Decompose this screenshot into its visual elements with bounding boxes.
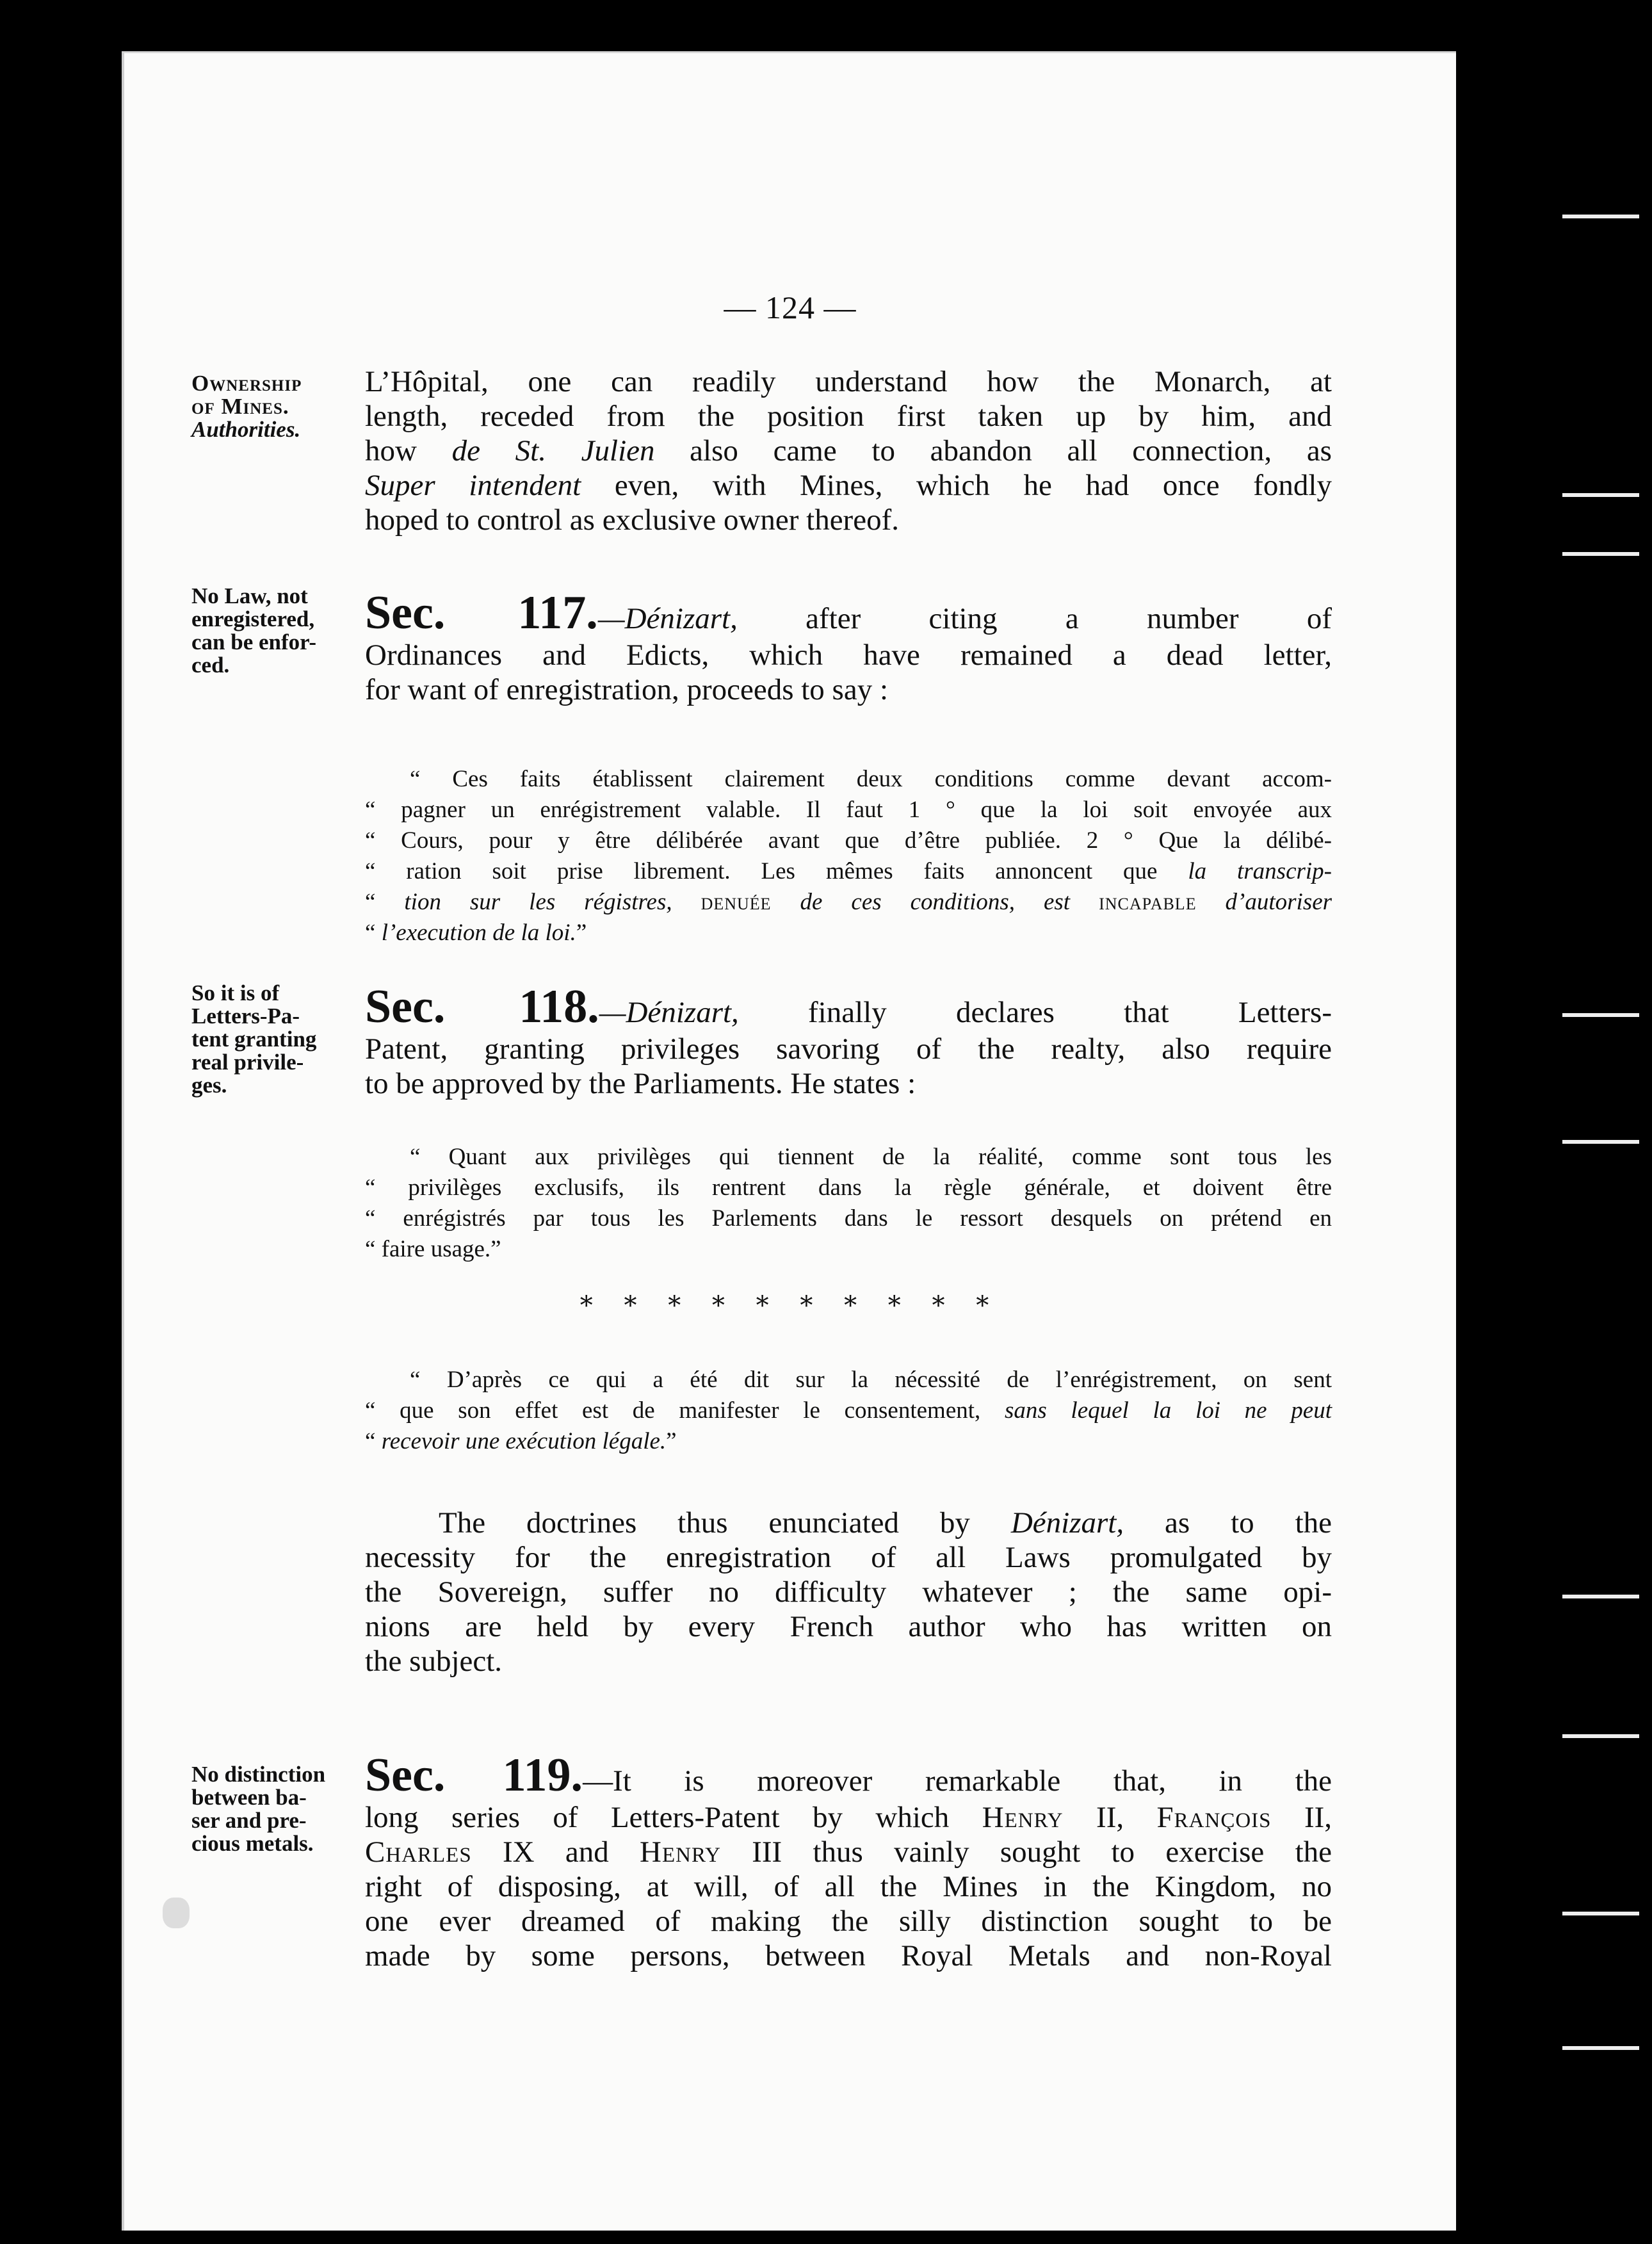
- italic-term: Super intendent: [365, 469, 581, 502]
- section-117-heading: Sec. 117.: [365, 587, 598, 639]
- italic-name: de St. Julien: [451, 434, 655, 468]
- paragraph-intro: [365, 364, 1332, 537]
- quote-line: “ recevoir une exécution légale.”: [365, 1428, 677, 1454]
- binding-mark: [1562, 1140, 1639, 1144]
- quote-line: “ l’execution de la loi.”: [365, 920, 587, 946]
- quote-line: “ ration soit prise librement. Les mêmes faits annoncent que la transcrip-: [365, 858, 1332, 884]
- asterism-divider: * * * * * * * * * *: [579, 1291, 1001, 1321]
- text-line: necessity for the enregistration of all Laws promulgated by: [365, 1541, 1332, 1574]
- quote-line: “ Cours, pour y être délibérée avant que d’être publiée. 2 ° Que la délibé-: [365, 827, 1332, 854]
- quote-line: “ enrégistrés par tous les Parlements dans le ressort desquels on prétend en: [365, 1205, 1332, 1232]
- section-118-heading-line: Sec. 118.—Dénizart, finally declares that Letters-: [365, 980, 1332, 1033]
- margin-note-line: ced.: [191, 653, 230, 678]
- binding-mark: [1562, 1013, 1639, 1017]
- text-line: the Sovereign, suffer no difficulty whatever ; the same opi-: [365, 1575, 1332, 1609]
- text-line: for want of enregistration, proceeds to say :: [365, 673, 889, 706]
- document-page: [122, 51, 1456, 2231]
- binding-mark: [1562, 1912, 1639, 1915]
- margin-note-line: Letters-Pa-: [191, 1004, 300, 1028]
- margin-note-line: cious metals.: [191, 1831, 314, 1856]
- paragraph-doctrines: [365, 1506, 1332, 1679]
- margin-note-metals: [191, 1763, 358, 1855]
- binding-mark: [1562, 552, 1639, 556]
- margin-note-line: real privile-: [191, 1050, 304, 1075]
- quote-line: “ Ces faits établissent clairement deux conditions comme devant accom-: [410, 766, 1332, 792]
- section-119-heading: Sec. 119.: [365, 1749, 583, 1801]
- section-117-heading-line: Sec. 117.—Dénizart, after citing a number of: [365, 587, 1332, 639]
- page-number: — 124 —: [724, 289, 857, 325]
- text-line: nions are held by every French author who has written on: [365, 1610, 1332, 1643]
- quote-line: “ faire usage.”: [365, 1236, 501, 1262]
- quote-line: “ tion sur les régistres, denuée de ces conditions, est incapable d’autoriser: [365, 889, 1332, 915]
- margin-note-line: ges.: [191, 1073, 227, 1098]
- quote-117: [365, 764, 1332, 948]
- margin-note-line: Authorities.: [191, 417, 301, 442]
- paper-stain: [163, 1898, 190, 1928]
- section-118-lead: —Dénizart,: [599, 996, 739, 1029]
- margin-note-line: between ba-: [191, 1785, 307, 1810]
- binding-mark: [1562, 215, 1639, 218]
- text-line: made by some persons, between Royal Metals and non-Royal: [365, 1939, 1332, 1972]
- binding-mark: [1562, 2046, 1639, 2050]
- binding-mark: [1562, 493, 1639, 497]
- margin-note-ownership: [191, 372, 358, 441]
- margin-note-line: can be enfor-: [191, 630, 317, 654]
- binding-mark: [1562, 1734, 1639, 1738]
- quote-118: [365, 1142, 1332, 1265]
- quote-line: “ privilèges exclusifs, ils rentrent dans la règle générale, et doivent être: [365, 1175, 1332, 1201]
- text-line: Charles IX and Henry III thus vainly sought to exercise the: [365, 1835, 1332, 1869]
- margin-note-line: of Mines.: [191, 394, 289, 419]
- section-118-heading: Sec. 118.: [365, 980, 599, 1033]
- quote-118-second: [365, 1365, 1332, 1457]
- text-line: to be approved by the Parliaments. He states :: [365, 1067, 916, 1100]
- text-line: L’Hôpital, one can readily understand how the Monarch, at: [365, 365, 1332, 398]
- text-line: one ever dreamed of making the silly distinction sought to be: [365, 1905, 1332, 1938]
- section-119-heading-line: Sec. 119.—It is moreover remarkable that, in the: [365, 1749, 1332, 1801]
- text-line: Super intendent even, with Mines, which he had once fondly: [365, 469, 1332, 502]
- text-line: how de St. Julien also came to abandon all connection, as: [365, 434, 1332, 468]
- quote-line: “ Quant aux privilèges qui tiennent de la réalité, comme sont tous les: [410, 1144, 1332, 1170]
- margin-note-line: No Law, not: [191, 583, 308, 608]
- quote-line: “ D’après ce qui a été dit sur la nécessité de l’enrégistrement, on sent: [410, 1367, 1332, 1393]
- text-line: Patent, granting privileges savoring of the realty, also require: [365, 1032, 1332, 1066]
- section-117: [365, 588, 1332, 707]
- text-line: the subject.: [365, 1645, 503, 1678]
- text-line: length, receded from the position first taken up by him, and: [365, 400, 1332, 433]
- binding-mark: [1562, 1595, 1639, 1598]
- text-line: The doctrines thus enunciated by Dénizart, as to the: [439, 1506, 1332, 1540]
- margin-note-no-law: [191, 585, 358, 677]
- margin-note-line: enregistered,: [191, 606, 315, 631]
- text-line: Ordinances and Edicts, which have remained a dead letter,: [365, 638, 1332, 672]
- margin-note-line: Ownership: [191, 371, 302, 396]
- margin-note-line: tent granting: [191, 1027, 317, 1052]
- section-118: [365, 982, 1332, 1101]
- text-line: hoped to control as exclusive owner thereof.: [365, 503, 899, 537]
- text-line: right of disposing, at will, of all the Mines in the Kingdom, no: [365, 1870, 1332, 1903]
- section-119: [365, 1750, 1332, 1973]
- margin-note-line: So it is of: [191, 980, 280, 1005]
- margin-note-line: No distinction: [191, 1762, 326, 1787]
- text-line: long series of Letters-Patent by which Henry II, François II,: [365, 1801, 1332, 1834]
- quote-line: “ que son effet est de manifester le consentement, sans lequel la loi ne peut: [365, 1397, 1332, 1424]
- margin-note-line: ser and pre-: [191, 1808, 307, 1833]
- quote-line: “ pagner un enrégistrement valable. Il faut 1 ° que la loi soit envoyée aux: [365, 797, 1332, 823]
- section-117-lead: —Dénizart,: [597, 602, 738, 635]
- margin-note-letters-patent: [191, 982, 358, 1097]
